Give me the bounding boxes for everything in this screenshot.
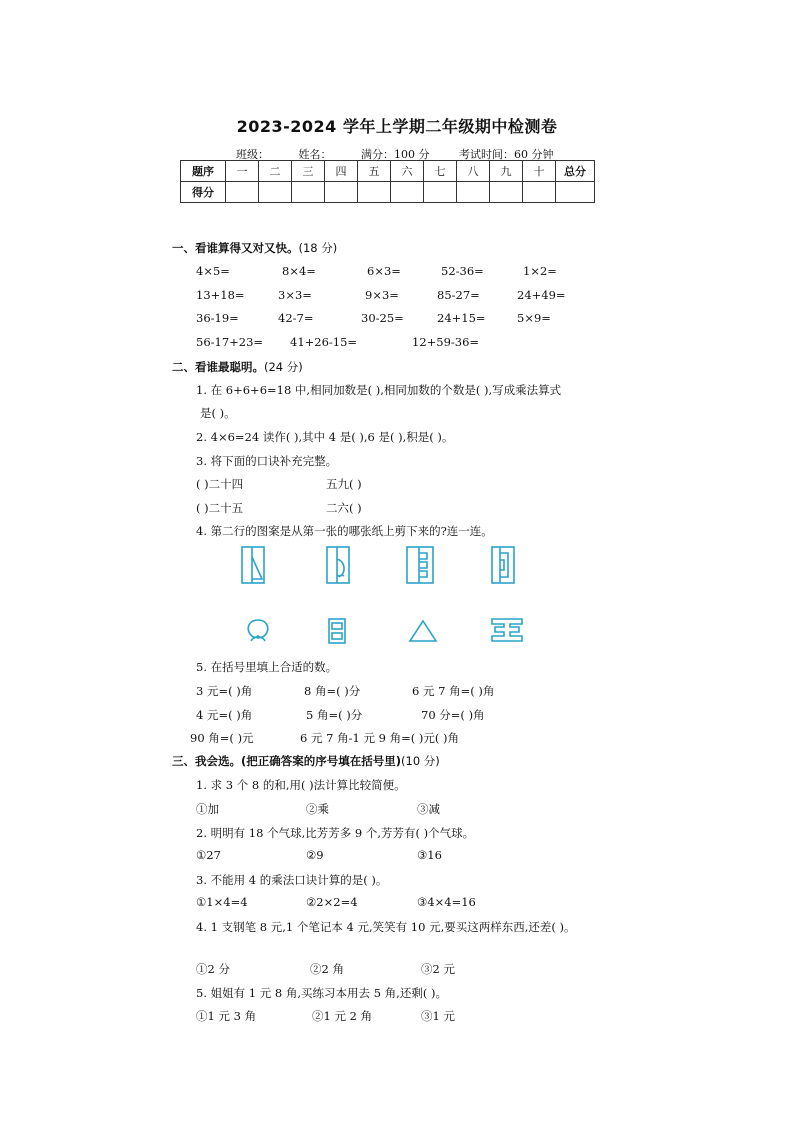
full-score-label: 满分：100 分 [361,148,430,161]
option: ②2×2=4 [306,895,358,909]
question-2-4: 4. 第二行的图案是从第一张的哪张纸上剪下来的?连一连。 [196,524,493,538]
option: ②9 [306,848,324,862]
question-2-3: 3. 将下面的口诀补充完整。 [196,454,338,468]
rhyme-blank: 二六( ) [326,501,362,515]
calc-item: 52-36= [441,264,484,278]
question-3-3: 3. 不能用 4 的乘法口诀计算的是( )。 [196,873,388,887]
calc-item: 8×4= [282,264,316,278]
option: ①2 分 [196,962,230,976]
section-3-title: 三、我会选。(把正确答案的序号填在括号里) [172,754,402,768]
paper-bracket-shape-figure [490,545,520,587]
calc-item: 24+15= [437,311,486,325]
rhyme-blank: ( )二十四 [196,477,244,491]
section-2-heading [172,359,303,375]
calc-item: 24+49= [517,288,566,302]
score-col: 二 [259,161,292,182]
calc-item: 9×3= [365,288,399,302]
score-table [180,160,595,203]
calc-item: 5×9= [517,311,551,325]
score-cell[interactable] [457,182,490,203]
option: ①27 [196,848,221,862]
score-cell[interactable] [523,182,556,203]
score-col: 七 [424,161,457,182]
score-cell[interactable] [391,182,424,203]
calc-item: 41+26-15= [290,335,358,349]
calc-item: 13+18= [196,288,245,302]
question-2-2: 2. 4×6=24 读作( ),其中 4 是( ),6 是( ),积是( )。 [196,430,454,444]
option: ②1 元 2 角 [312,1009,373,1023]
name-label: 姓名： [298,148,332,161]
question-3-2: 2. 明明有 18 个气球,比芳芳多 9 个,芳芳有( )个气球。 [196,826,475,840]
score-col: 九 [490,161,523,182]
calc-item: 12+59-36= [412,335,480,349]
unit-blank: 3 元=( )角 [196,684,253,698]
question-3-4: 4. 1 支钢笔 8 元,1 个笔记本 4 元,笑笑有 10 元,要买这两样东西,还差( )。 [196,920,576,934]
option: ③4×4=16 [417,895,476,909]
calc-item: 4×5= [196,264,230,278]
score-cell[interactable] [490,182,523,203]
score-col: 六 [391,161,424,182]
unit-blank: 8 角=( )分 [304,684,361,698]
option: ①1 元 3 角 [196,1009,257,1023]
calc-item: 56-17+23= [196,335,264,349]
option: ①1×4=4 [196,895,248,909]
unit-blank: 5 角=( )分 [306,708,363,722]
score-col: 一 [226,161,259,182]
calc-item: 85-27= [437,288,480,302]
score-table-row2-label: 得分 [181,182,226,203]
paper-e-shape-figure [405,545,437,587]
score-cell[interactable] [358,182,391,203]
option: ②2 角 [310,962,344,976]
calc-item: 1×2= [523,264,557,278]
option: ①加 [196,802,219,816]
cut-peach-figure [243,616,273,644]
unit-blank: 90 角=( )元 [190,731,254,745]
paper-peach-fold-figure [325,545,355,587]
section-1-title: 一、看谁算得又对又快。 [172,241,299,255]
calc-item: 30-25= [361,311,404,325]
option: ③减 [417,802,440,816]
cut-window-figure [327,617,349,645]
score-table-score-row [181,182,595,203]
score-cell[interactable] [325,182,358,203]
question-2-1-cont: 是( )。 [200,406,236,420]
score-col: 四 [325,161,358,182]
score-cell[interactable] [259,182,292,203]
option: ②乘 [306,802,329,816]
section-1-heading [172,240,337,256]
score-table-total-label: 总分 [556,161,595,182]
page-title: 2023-2024 学年上学期二年级期中检测卷 [236,117,558,136]
option: ③1 元 [421,1009,455,1023]
score-col: 三 [292,161,325,182]
option: ③2 元 [421,962,455,976]
cut-triangle-figure [407,618,439,644]
unit-blank: 6 元 7 角-1 元 9 角=( )元( )角 [300,731,459,745]
section-2-title: 二、看谁最聪明。 [172,360,264,374]
score-table-row1-label: 题序 [181,161,226,182]
score-col: 十 [523,161,556,182]
unit-blank: 70 分=( )角 [421,708,485,722]
section-3-points: (10 分) [401,754,440,768]
calc-item: 36-19= [196,311,239,325]
rhyme-blank: ( )二十五 [196,501,244,515]
score-col: 五 [358,161,391,182]
class-label: 班级： [236,148,269,161]
unit-blank: 4 元=( )角 [196,708,253,722]
calc-item: 42-7= [278,311,314,325]
question-3-1: 1. 求 3 个 8 的和,用( )法计算比较简便。 [196,778,406,792]
cut-wang-figure [489,616,525,644]
paper-triangle-fold-figure [240,545,270,587]
calc-item: 3×3= [278,288,312,302]
score-col: 八 [457,161,490,182]
section-3-heading [172,753,440,769]
score-cell[interactable] [226,182,259,203]
question-2-1: 1. 在 6+6+6=18 中,相同加数是( ),相同加数的个数是( ),写成乘法算式 [196,383,562,397]
calc-item: 6×3= [367,264,401,278]
rhyme-blank: 五九( ) [326,477,362,491]
score-cell[interactable] [556,182,595,203]
score-cell[interactable] [424,182,457,203]
section-2-points: (24 分) [264,360,303,374]
option: ③16 [417,848,442,862]
unit-blank: 6 元 7 角=( )角 [412,684,495,698]
section-1-points: (18 分) [298,241,338,255]
question-2-5: 5. 在括号里填上合适的数。 [196,660,338,674]
score-cell[interactable] [292,182,325,203]
time-label: 考试时间：60 分钟 [459,148,554,161]
question-3-5: 5. 姐姐有 1 元 8 角,买练习本用去 5 角,还剩( )。 [196,986,447,1000]
score-table-header-row [181,161,595,182]
